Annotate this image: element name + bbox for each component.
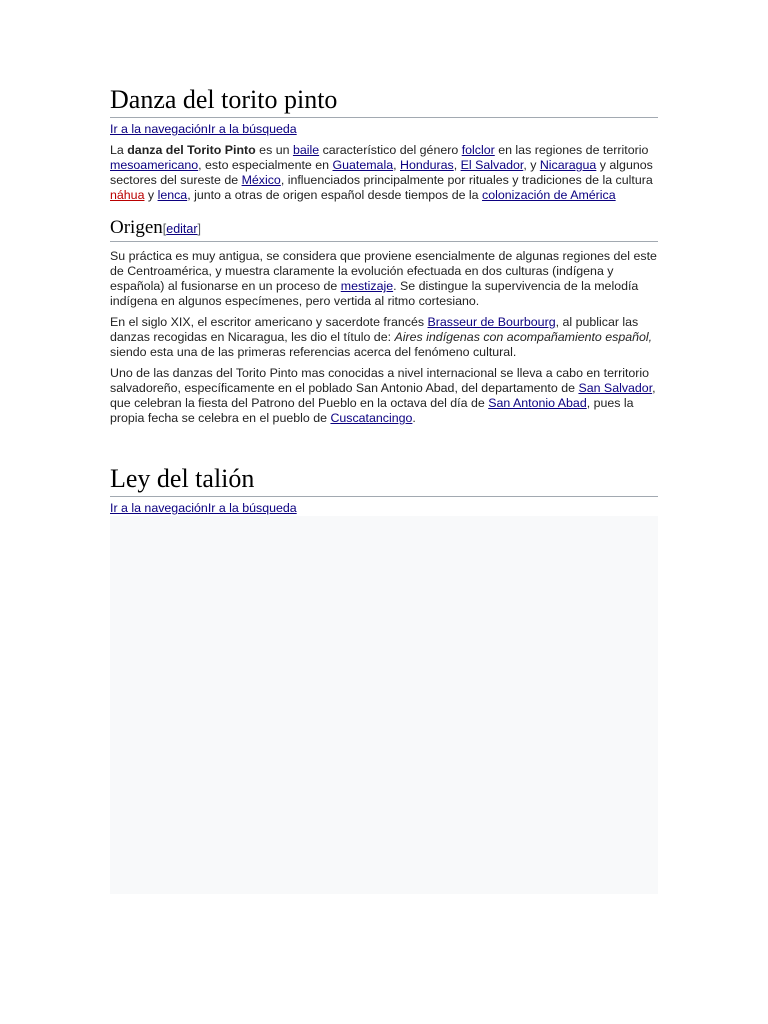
jump-links xyxy=(110,122,658,137)
bold-term: danza del Torito Pinto xyxy=(127,143,256,157)
article-title-2: Ley del talión xyxy=(110,464,658,497)
bracket: [ xyxy=(162,222,167,236)
text: siendo esta una de las primeras referencias acerca del fenómeno cultural. xyxy=(110,345,517,359)
origen-paragraph-3 xyxy=(110,366,658,426)
text: y algunos sectores del sureste de xyxy=(110,158,653,187)
italic-title: Aires indígenas con acompañamiento español, xyxy=(394,330,653,344)
link-nahua[interactable]: náhua xyxy=(110,188,145,202)
text: . xyxy=(412,411,416,425)
link-san-antonio-abad[interactable]: San Antonio Abad xyxy=(488,396,587,410)
text: Su práctica es muy antigua, se considera que proviene esencialmente de algunas regiones del este de Centroamérica, y muestra claramente la evolución efectuada en dos culturas (indígena y española) al fusionarse en un proceso de xyxy=(110,249,657,293)
link-mestizaje[interactable]: mestizaje xyxy=(340,279,394,293)
jump-to-search-link[interactable]: Ir a la búsqueda xyxy=(207,122,297,136)
text: , que celebran la fiesta del Patrono del Pueblo en la octava del día de xyxy=(110,381,656,410)
text: en las regiones de territorio xyxy=(494,143,649,157)
link-baile[interactable]: baile xyxy=(292,143,320,157)
text: , esto especialmente en xyxy=(198,158,333,172)
jump-to-search-link[interactable]: Ir a la búsqueda xyxy=(207,501,297,515)
edit-section xyxy=(163,222,201,236)
text: , xyxy=(393,158,400,172)
text: , junto a otras de origen español desde tiempos de la xyxy=(187,188,483,202)
link-colonizacion-de-america[interactable]: colonización de América xyxy=(482,188,616,202)
text: característico del género xyxy=(319,143,462,157)
text: , pues la propia fecha se celebra en el pueblo de xyxy=(110,396,634,425)
text: y xyxy=(144,188,158,202)
text: La xyxy=(110,143,128,157)
section-title: Origen xyxy=(110,217,163,238)
text: Uno de las danzas del Torito Pinto mas conocidas a nivel internacional se lleva a cabo en territorio salvadoreño, específicamente en el poblado San Antonio Abad, del departamento de xyxy=(110,366,650,395)
link-folclor[interactable]: folclor xyxy=(461,143,495,157)
text: es un xyxy=(255,143,293,157)
section-heading-origen xyxy=(110,217,658,242)
text: , influenciados principalmente por rituales y tradiciones de la cultura xyxy=(280,173,653,187)
link-san-salvador[interactable]: San Salvador xyxy=(578,381,653,395)
link-lenca[interactable]: lenca xyxy=(157,188,188,202)
content-placeholder xyxy=(110,516,658,894)
link-guatemala[interactable]: Guatemala xyxy=(332,158,394,172)
link-el-salvador[interactable]: El Salvador xyxy=(460,158,524,172)
text: , xyxy=(453,158,461,172)
link-nicaragua[interactable]: Nicaragua xyxy=(539,158,597,172)
edit-link[interactable]: editar xyxy=(166,222,198,236)
jump-to-navigation-link[interactable]: Ir a la navegación xyxy=(110,122,208,136)
jump-to-navigation-link[interactable]: Ir a la navegación xyxy=(110,501,208,515)
text: En el siglo XIX, el escritor americano y sacerdote francés xyxy=(110,315,428,329)
text: , y xyxy=(523,158,540,172)
bracket: ] xyxy=(197,222,202,236)
link-mexico[interactable]: México xyxy=(241,173,281,187)
text: , al publicar las danzas recogidas en Nicaragua, les dio el título de: xyxy=(110,315,639,344)
page xyxy=(110,0,658,894)
link-mesoamericano[interactable]: mesoamericano xyxy=(110,158,199,172)
origen-paragraph-2 xyxy=(110,315,658,360)
link-brasseur-de-bourbourg[interactable]: Brasseur de Bourbourg xyxy=(427,315,556,329)
link-cuscatancingo[interactable]: Cuscatancingo xyxy=(330,411,413,425)
jump-links-2 xyxy=(110,501,658,516)
text: . Se distingue la supervivencia de la melodía indígena en algunos especímenes, pero vertida al ritmo cortesiano. xyxy=(110,279,639,308)
article-title: Danza del torito pinto xyxy=(110,85,658,118)
link-honduras[interactable]: Honduras xyxy=(400,158,454,172)
intro-paragraph xyxy=(110,143,658,203)
origen-paragraph-1 xyxy=(110,249,658,309)
